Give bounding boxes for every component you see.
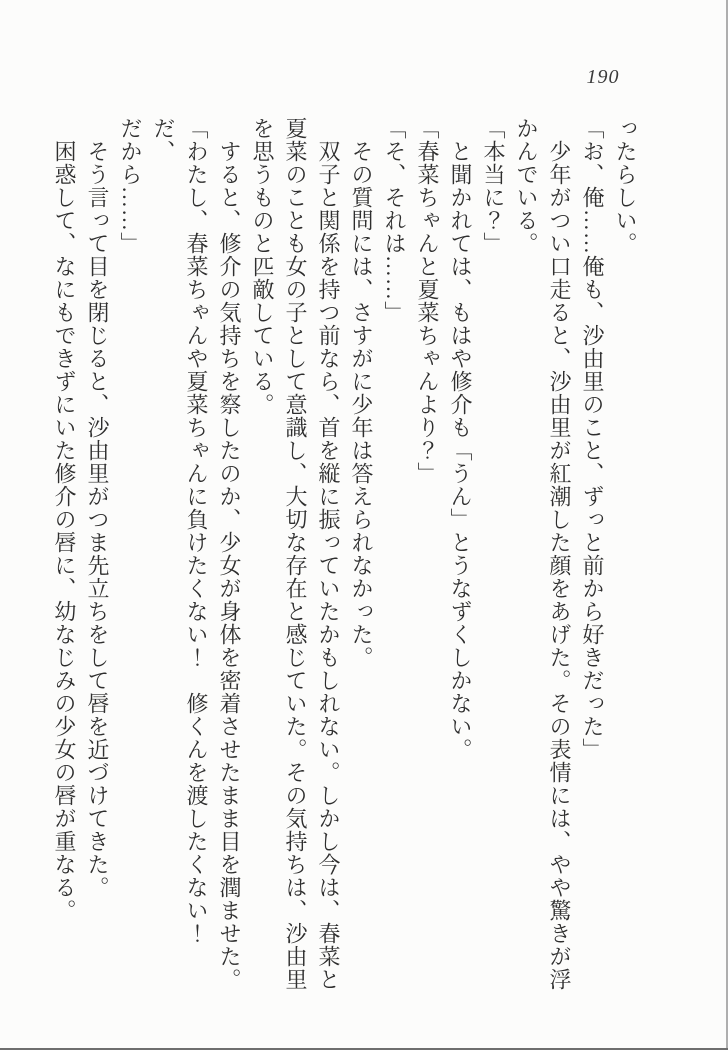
text-line: ったらしい。 bbox=[613, 117, 638, 255]
text-line: 少年がつい口走ると、沙由里が紅潮した顔をあげた。その表情には、やや驚きが浮 bbox=[547, 117, 572, 991]
text-line: 双子と関係を持つ前なら、首を縦に振っていたかもしれない。しかし今は、春菜と bbox=[316, 117, 341, 991]
text-line: と聞かれては、もはや修介も「うん」とうなずくしかない。 bbox=[448, 117, 473, 761]
text-line: 困惑して、なにもできずにいた修介の唇に、幼なじみの少女の唇が重なる。 bbox=[52, 117, 77, 922]
vertical-text-block bbox=[48, 117, 642, 1007]
text-line: その質問には、さすがに少年は答えられなかった。 bbox=[349, 117, 374, 669]
text-line: かんでいる。 bbox=[514, 117, 539, 255]
text-line: だから……」 bbox=[118, 117, 143, 255]
text-line: 夏菜のことも女の子として意識し、大切な存在と感じていた。その気持ちは、沙由里 bbox=[283, 117, 308, 991]
text-line: を思うものと匹敵している。 bbox=[250, 117, 275, 416]
text-line: 「わたし、春菜ちゃんや夏菜ちゃんに負けたくない！ 修くんを渡したくない！ だ、 bbox=[151, 117, 209, 968]
page-number: 190 bbox=[586, 66, 620, 88]
text-line: 「本当に？」 bbox=[481, 117, 506, 255]
text-line: 「お、俺……俺も、沙由里のこと、ずっと前から好きだった」 bbox=[580, 117, 605, 761]
text-line: すると、修介の気持ちを察したのか、少女が身体を密着させたまま目を潤ませた。 bbox=[217, 117, 242, 991]
text-line: 「春菜ちゃんと夏菜ちゃんより？」 bbox=[415, 117, 440, 485]
text-line: そう言って目を閉じると、沙由里がつま先立ちをして唇を近づけてきた。 bbox=[85, 117, 110, 899]
text-line: 「そ、それは……」 bbox=[382, 117, 407, 324]
